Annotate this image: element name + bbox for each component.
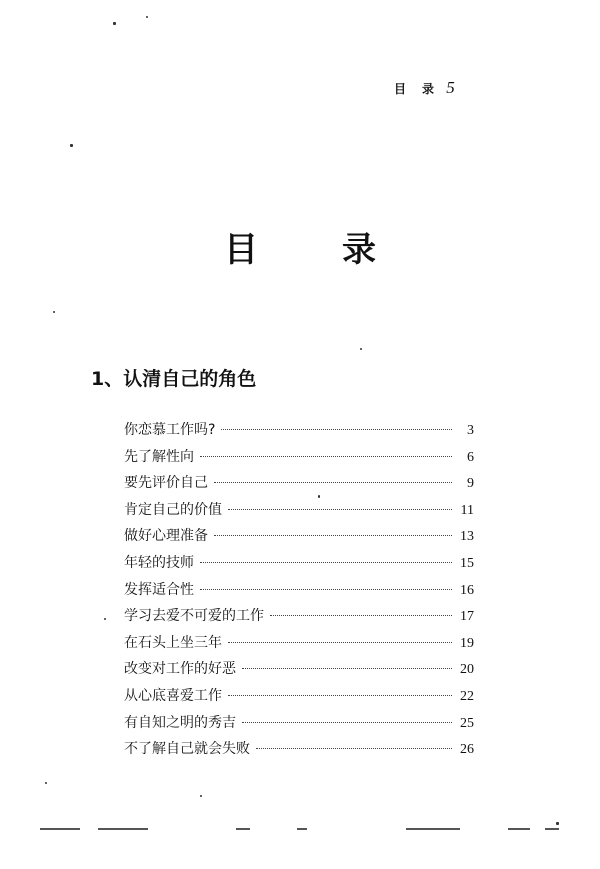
- toc-entry-page: 9: [467, 476, 474, 492]
- toc-entry-page: 20: [460, 662, 474, 678]
- toc-entry-title: 改变对工作的好恶: [124, 661, 236, 678]
- toc-entry[interactable]: [124, 472, 474, 499]
- toc-entry[interactable]: [124, 446, 474, 473]
- toc-entry[interactable]: [124, 499, 474, 526]
- section-heading: 1、认清自己的角色: [91, 368, 257, 390]
- scan-edge-line: [545, 828, 559, 830]
- toc-dot-leader: [228, 695, 452, 696]
- toc-entry-title: 做好心理准备: [124, 528, 208, 545]
- scan-edge-line: [98, 828, 148, 830]
- toc-entry[interactable]: [124, 579, 474, 606]
- page-number: 5: [446, 78, 457, 97]
- toc-dot-leader: [214, 535, 452, 536]
- toc-entry-title: 在石头上坐三年: [124, 634, 222, 651]
- scan-speck: [53, 311, 55, 313]
- toc-dot-leader: [270, 615, 452, 616]
- toc-entry-title: 肯定自己的价值: [124, 501, 222, 518]
- scan-speck: [360, 348, 362, 350]
- toc-entry[interactable]: [124, 712, 474, 739]
- toc-entry[interactable]: [124, 605, 474, 632]
- running-header-part-b: 录: [422, 82, 437, 96]
- toc-entry-title: 要先评价自己: [124, 475, 208, 492]
- toc-dot-leader: [221, 429, 452, 430]
- running-header: [394, 78, 457, 98]
- toc-entry[interactable]: [124, 685, 474, 712]
- toc-entry-title: 不了解自己就会失败: [124, 741, 250, 758]
- toc-dot-leader: [256, 748, 452, 749]
- scan-speck: [318, 495, 320, 498]
- toc-dot-leader: [200, 589, 452, 590]
- toc-dot-leader: [200, 456, 452, 457]
- toc-entry-title: 有自知之明的秀吉: [124, 714, 236, 731]
- toc-entry[interactable]: [124, 658, 474, 685]
- toc-entry-title: 先了解性向: [124, 448, 194, 465]
- scan-edge-line: [508, 828, 530, 830]
- toc-entry-title: 年轻的技师: [124, 554, 194, 571]
- title-char-2: 录: [342, 230, 376, 270]
- toc-entry-page: 26: [460, 742, 474, 758]
- scan-edge-line: [40, 828, 80, 830]
- page-title: [0, 222, 600, 271]
- toc-entry[interactable]: [124, 738, 474, 765]
- toc-entry-title: 你恋慕工作吗?: [124, 422, 216, 438]
- scan-speck: [556, 822, 559, 825]
- toc-dot-leader: [242, 722, 452, 723]
- toc-entry-title: 学习去爱不可爱的工作: [124, 608, 264, 625]
- toc-dot-leader: [228, 642, 452, 643]
- toc-entry-page: 25: [460, 715, 474, 731]
- toc-dot-leader: [214, 482, 452, 483]
- toc-entry-page: 19: [460, 635, 474, 651]
- toc-entry-page: 6: [467, 449, 474, 465]
- scan-speck: [146, 16, 148, 18]
- toc-dot-leader: [242, 668, 452, 669]
- scan-speck: [113, 22, 116, 25]
- toc-entry-page: 11: [460, 502, 474, 518]
- toc-entry-page: 22: [460, 688, 474, 704]
- title-char-1: 目: [224, 230, 258, 270]
- running-header-part-a: 目: [394, 82, 409, 96]
- toc-dot-leader: [228, 509, 452, 510]
- scan-edge-line: [406, 828, 460, 830]
- scan-speck: [200, 795, 202, 797]
- scan-edge-line: [297, 828, 307, 830]
- toc-entry-page: 16: [460, 582, 474, 598]
- toc-list: [124, 419, 474, 765]
- toc-entry[interactable]: [124, 525, 474, 552]
- scan-speck: [70, 144, 73, 147]
- toc-entry-title: 发挥适合性: [124, 581, 194, 598]
- toc-entry[interactable]: [124, 632, 474, 659]
- scan-speck: [104, 618, 106, 620]
- toc-entry-page: 13: [460, 529, 474, 545]
- scan-speck: [45, 782, 47, 784]
- scan-edge-line: [236, 828, 250, 830]
- toc-entry-page: 17: [460, 609, 474, 625]
- toc-entry[interactable]: [124, 419, 474, 446]
- toc-entry-page: 3: [467, 423, 474, 438]
- toc-entry-title: 从心底喜爱工作: [124, 687, 222, 704]
- toc-entry[interactable]: [124, 552, 474, 579]
- toc-entry-page: 15: [460, 555, 474, 571]
- toc-dot-leader: [200, 562, 452, 563]
